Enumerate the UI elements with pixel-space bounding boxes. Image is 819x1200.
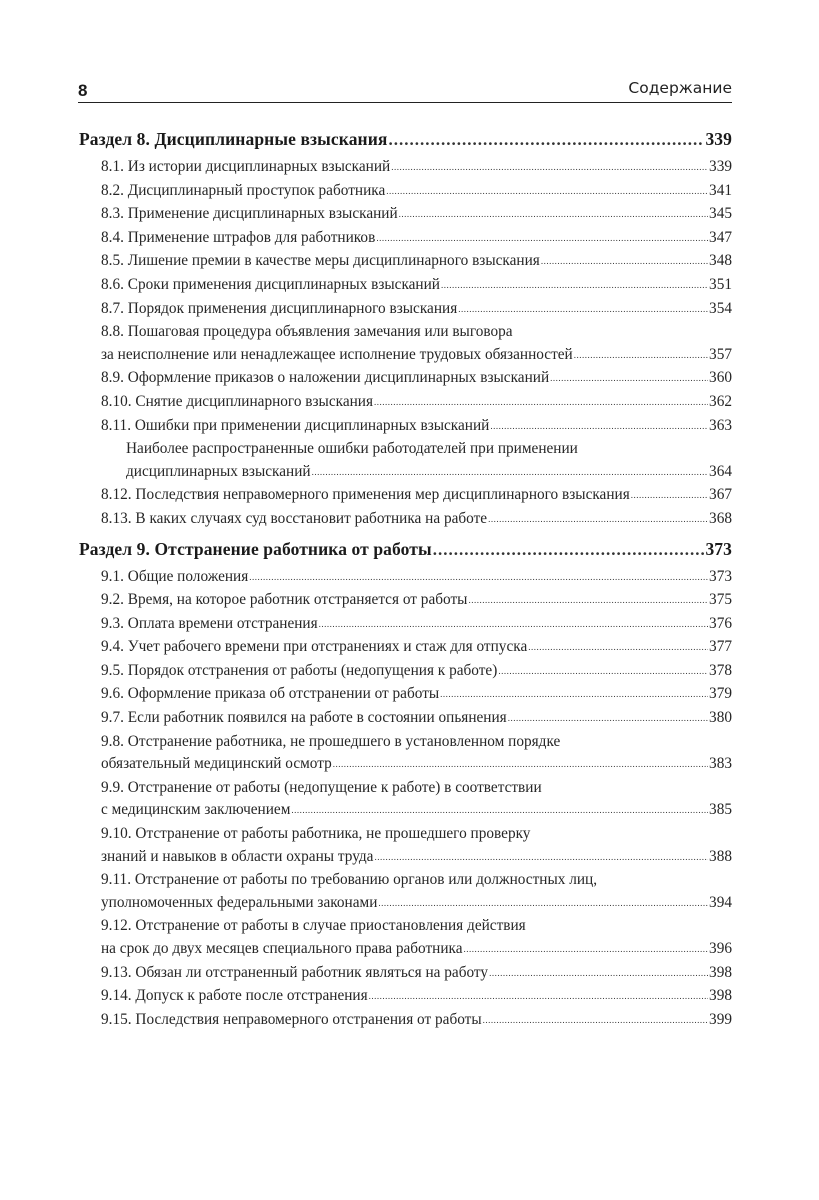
toc-entry[interactable]: [79, 1009, 732, 1033]
toc-entry[interactable]: [79, 566, 732, 590]
entry-title-line: дисциплинарных взысканий: [126, 462, 311, 480]
toc-entry[interactable]: [79, 683, 732, 707]
toc-entry[interactable]: [79, 707, 732, 731]
entry-page-number: 354: [709, 299, 732, 317]
section-page-number: 373: [705, 538, 732, 559]
dot-leader: [541, 250, 708, 273]
entry-page-number: 379: [709, 685, 732, 703]
section-title: Раздел 8. Дисциплинарные взыскания: [79, 129, 388, 149]
entry-page-number: 380: [709, 709, 732, 727]
dot-leader: [333, 753, 708, 776]
dot-leader: [312, 461, 708, 484]
entry-page-number: 373: [709, 567, 732, 585]
entry-page-number: 396: [709, 940, 732, 957]
entry-page-number: 375: [709, 591, 732, 609]
entry-page-number: 367: [709, 486, 732, 504]
dot-leader: [388, 125, 704, 154]
entry-page-number: 345: [709, 205, 732, 223]
entry-page-number: 377: [709, 638, 732, 656]
dot-leader: [483, 1009, 708, 1032]
entry-page-number: 360: [709, 369, 732, 387]
entry-title-line: 8.5. Лишение премии в качестве меры дисциплинарного взыскания: [101, 252, 540, 270]
entry-title-line: 9.14. Допуск к работе после отстранения: [101, 987, 368, 1005]
entry-title-line: с медицинским заключением: [101, 801, 291, 819]
entry-title-line: 9.12. Отстранение от работы в случае приостановления действия: [101, 917, 526, 935]
entry-title-line: 9.1. Общие положения: [101, 567, 249, 585]
entry-title-line: 9.4. Учет рабочего времени при отстранениях и стаж для отпуска: [101, 638, 528, 656]
toc-entry[interactable]: [79, 298, 732, 322]
dot-leader: [441, 274, 708, 297]
dot-leader: [378, 892, 708, 915]
dot-leader: [433, 535, 705, 564]
toc-entry[interactable]: [79, 415, 732, 439]
entry-page-number: 357: [709, 345, 732, 363]
entry-title-line: на срок до двух месяцев специального права работника: [101, 940, 463, 957]
entry-title-line: уполномоченных федеральными законами: [101, 893, 378, 911]
toc-entry[interactable]: [79, 869, 732, 915]
entry-title-line: 8.6. Сроки применения дисциплинарных взысканий: [101, 275, 440, 293]
entry-title-line: 9.7. Если работник появился на работе в состоянии опьянения: [101, 709, 507, 727]
toc-entry-list: [79, 156, 732, 532]
entry-page-number: 385: [709, 801, 732, 819]
entry-title-line: за неисполнение или ненадлежащее исполнение трудовых обязанностей: [101, 345, 573, 363]
dot-leader: [369, 985, 708, 1008]
entry-page-number: 363: [709, 416, 732, 434]
entry-title-line: 8.7. Порядок применения дисциплинарного взыскания: [101, 299, 458, 317]
dot-leader: [631, 484, 708, 507]
dot-leader: [528, 636, 708, 659]
toc-entry[interactable]: [79, 203, 732, 227]
dot-leader: [550, 367, 708, 390]
entry-title-line: 8.1. Из истории дисциплинарных взысканий: [101, 158, 391, 175]
toc-entry[interactable]: [79, 156, 732, 180]
entry-title-line: 9.2. Время, на которое работник отстраняется от работы: [101, 591, 468, 609]
toc-entry[interactable]: [79, 915, 732, 961]
entry-title-line: 9.13. Обязан ли отстраненный работник являться на работу: [101, 963, 489, 981]
entry-title-line: 8.12. Последствия неправомерного применения мер дисциплинарного взыскания: [101, 486, 630, 504]
table-of-contents: [79, 125, 732, 1035]
entry-title-line: Наиболее распространенные ошибки работодателей при применении: [126, 440, 578, 458]
entry-page-number: 376: [709, 614, 732, 632]
entry-page-number: 362: [709, 392, 732, 410]
dot-leader: [374, 391, 708, 414]
toc-entry[interactable]: [79, 660, 732, 684]
toc-entry[interactable]: [79, 367, 732, 391]
entry-title-line: 9.3. Оплата времени отстранения: [101, 614, 318, 632]
entry-title-line: 9.10. Отстранение от работы работника, не прошедшего проверку: [101, 825, 531, 843]
toc-subentry[interactable]: [79, 438, 732, 484]
dot-leader: [489, 962, 708, 985]
running-title: Содержание: [628, 79, 732, 97]
entry-title-line: обязательный медицинский осмотр: [101, 755, 332, 773]
toc-entry[interactable]: [79, 962, 732, 986]
entry-title-line: 8.13. В каких случаях суд восстановит работника на работе: [101, 509, 488, 527]
entry-page-number: 339: [709, 158, 732, 175]
toc-entry[interactable]: [79, 589, 732, 613]
entry-title-line: 9.15. Последствия неправомерного отстранения от работы: [101, 1010, 482, 1028]
entry-title-line: 9.5. Порядок отстранения от работы (недопущения к работе): [101, 661, 498, 679]
entry-title-line: 9.9. Отстранение от работы (недопущение к работе) в соответствии: [101, 778, 542, 796]
dot-leader: [498, 660, 708, 683]
entry-page-number: 364: [709, 462, 732, 480]
dot-leader: [391, 156, 708, 179]
entry-title-line: 8.4. Применение штрафов для работников: [101, 228, 376, 246]
toc-entry[interactable]: [79, 321, 732, 367]
dot-leader: [458, 298, 708, 321]
entry-page-number: 399: [709, 1010, 732, 1028]
entry-page-number: 398: [709, 987, 732, 1005]
page-header: [78, 78, 732, 103]
dot-leader: [440, 683, 708, 706]
dot-leader: [249, 566, 708, 589]
entry-page-number: 388: [709, 847, 732, 865]
dot-leader: [508, 707, 708, 730]
entry-page-number: 394: [709, 893, 732, 911]
entry-title-line: 9.8. Отстранение работника, не прошедшего в установленном порядке: [101, 732, 561, 750]
dot-leader: [490, 415, 708, 438]
toc-entry[interactable]: [79, 391, 732, 415]
dot-leader: [468, 589, 708, 612]
entry-page-number: 341: [709, 181, 732, 199]
entry-page-number: 348: [709, 252, 732, 270]
toc-section-heading[interactable]: [79, 535, 732, 564]
dot-leader: [376, 227, 708, 250]
dot-leader: [374, 846, 708, 869]
entry-page-number: 398: [709, 963, 732, 981]
section-title: Раздел 9. Отстранение работника от работы: [79, 538, 432, 559]
dot-leader: [291, 799, 708, 822]
dot-leader: [574, 344, 708, 367]
toc-section-heading[interactable]: [79, 125, 732, 154]
entry-page-number: 347: [709, 228, 732, 246]
toc-entry[interactable]: [79, 985, 732, 1009]
entry-title-line: знаний и навыков в области охраны труда: [101, 847, 374, 865]
entry-title-line: 8.9. Оформление приказов о наложении дисциплинарных взысканий: [101, 369, 550, 387]
toc-entry[interactable]: [79, 250, 732, 274]
toc-entry[interactable]: [79, 613, 732, 637]
entry-page-number: 378: [709, 661, 732, 679]
page-number: 8: [78, 81, 88, 100]
toc-entry[interactable]: [79, 823, 732, 869]
entry-title-line: 8.3. Применение дисциплинарных взысканий: [101, 205, 398, 223]
entry-title-line: 9.6. Оформление приказа об отстранении от работы: [101, 685, 440, 703]
entry-page-number: 351: [709, 275, 732, 293]
dot-leader: [464, 938, 709, 961]
toc-entry[interactable]: [79, 731, 732, 777]
toc-entry[interactable]: [79, 274, 732, 298]
toc-entry[interactable]: [79, 180, 732, 204]
entry-title-line: 8.2. Дисциплинарный проступок работника: [101, 181, 386, 199]
toc-entry-list: [79, 566, 732, 1033]
entry-page-number: 383: [709, 755, 732, 773]
toc-entry[interactable]: [79, 508, 732, 532]
dot-leader: [319, 613, 708, 636]
entry-title-line: 8.11. Ошибки при применении дисциплинарных взысканий: [101, 416, 490, 434]
toc-entry[interactable]: [79, 484, 732, 508]
section-page-number: 339: [705, 129, 732, 149]
entry-page-number: 368: [709, 509, 732, 527]
entry-title-line: 8.8. Пошаговая процедура объявления замечания или выговора: [101, 323, 513, 341]
dot-leader: [488, 508, 708, 531]
toc-entry[interactable]: [79, 777, 732, 823]
dot-leader: [399, 203, 708, 226]
dot-leader: [386, 180, 708, 203]
entry-title-line: 9.11. Отстранение от работы по требованию органов или должностных лиц,: [101, 871, 598, 889]
entry-title-line: 8.10. Снятие дисциплинарного взыскания: [101, 392, 374, 410]
toc-entry[interactable]: [79, 636, 732, 660]
toc-entry[interactable]: [79, 227, 732, 251]
